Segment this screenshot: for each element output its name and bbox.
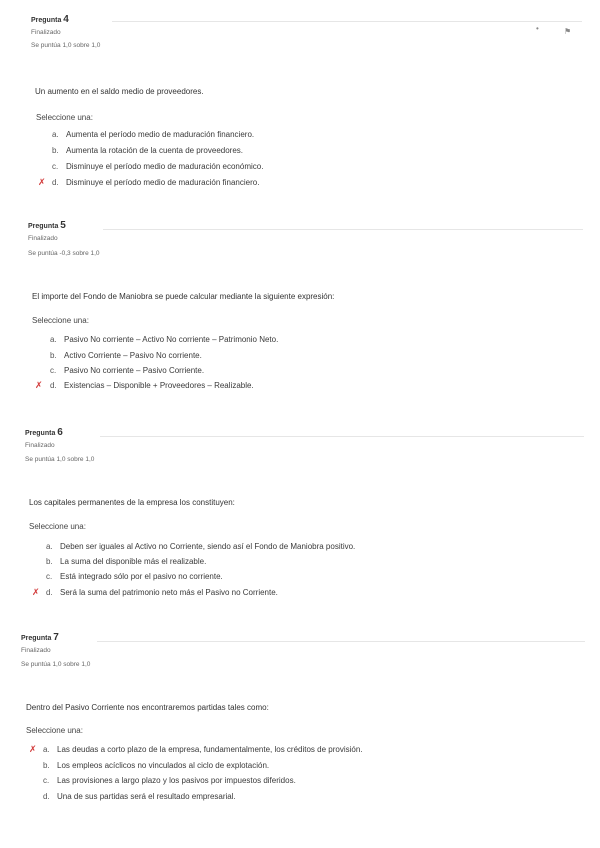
select-label: Seleccione una: (32, 316, 89, 325)
option-text: Deben ser iguales al Activo no Corriente, siendo así el Fondo de Maniobra positivo. (60, 542, 356, 551)
question-text: Un aumento en el saldo medio de proveedores. (35, 87, 204, 96)
option-c[interactable] (43, 776, 296, 785)
question-state: Finalizado (31, 29, 61, 36)
option-letter: d. (46, 588, 53, 597)
option-text: Está integrado sólo por el pasivo no corriente. (60, 572, 223, 581)
option-c[interactable] (50, 366, 204, 375)
option-d[interactable] (43, 792, 236, 801)
question-title: Pregunta 6 (25, 427, 63, 438)
option-b[interactable] (52, 146, 243, 155)
option-text: Las provisiones a largo plazo y los pasivos por impuestos diferidos. (57, 776, 296, 785)
option-a[interactable] (46, 542, 355, 551)
question-text: El importe del Fondo de Maniobra se puede calcular mediante la siguiente expresión: (32, 292, 335, 301)
option-letter: b. (52, 146, 59, 155)
option-letter: c. (43, 776, 50, 785)
option-letter: c. (52, 162, 59, 171)
option-letter: a. (52, 130, 59, 139)
divider (103, 229, 583, 230)
question-title: Pregunta 4 (31, 14, 69, 25)
divider (97, 641, 585, 642)
option-text: Una de sus partidas será el resultado empresarial. (57, 792, 236, 801)
option-text: La suma del disponible más el realizable. (60, 557, 207, 566)
question-state: Finalizado (21, 647, 51, 654)
option-d[interactable] (50, 381, 254, 390)
option-letter: a. (50, 335, 57, 344)
option-text: Será la suma del patrimonio neto más el Pasivo no Corriente. (60, 588, 278, 597)
question-state: Finalizado (25, 442, 55, 449)
option-letter: d. (50, 381, 57, 390)
question-score: Se puntúa 1,0 sobre 1,0 (31, 42, 101, 49)
option-b[interactable] (50, 351, 202, 360)
option-letter: a. (46, 542, 53, 551)
option-text: Pasivo No corriente – Pasivo Corriente. (64, 366, 205, 375)
question-info (21, 632, 90, 669)
option-letter: b. (43, 761, 50, 770)
pencil-check-icon: ✗ (35, 380, 43, 390)
option-text: Existencias – Disponible + Proveedores – Realizable. (64, 381, 254, 390)
dot-icon: • (536, 24, 539, 33)
option-text: Pasivo No corriente – Activo No corriente – Patrimonio Neto. (64, 335, 279, 344)
option-letter: d. (52, 178, 59, 187)
question-score: Se puntúa 1,0 sobre 1,0 (25, 456, 95, 463)
pencil-check-icon: ✗ (32, 587, 40, 597)
option-d[interactable] (52, 178, 259, 187)
question-text: Los capitales permanentes de la empresa los constituyen: (29, 498, 235, 507)
option-text: Activo Corriente – Pasivo No corriente. (64, 351, 202, 360)
question-title: Pregunta 7 (21, 632, 59, 643)
option-b[interactable] (43, 761, 269, 770)
divider (100, 436, 584, 437)
option-a[interactable] (43, 745, 363, 754)
option-text: Los empleos acíclicos no vinculados al ciclo de explotación. (57, 761, 270, 770)
divider (112, 21, 582, 22)
select-label: Seleccione una: (29, 522, 86, 531)
option-text: Aumenta el período medio de maduración financiero. (66, 130, 255, 139)
option-text: Aumenta la rotación de la cuenta de proveedores. (66, 146, 244, 155)
option-text: Disminuye el período medio de maduración financiero. (66, 178, 260, 187)
question-score: Se puntúa -0,3 sobre 1,0 (28, 250, 100, 257)
option-text: Las deudas a corto plazo de la empresa, fundamentalmente, los créditos de provisión. (57, 745, 363, 754)
flag-icon[interactable]: ⚑ (564, 27, 572, 36)
question-title: Pregunta 5 (28, 220, 66, 231)
select-label: Seleccione una: (36, 113, 93, 122)
question-score: Se puntúa 1,0 sobre 1,0 (21, 661, 91, 668)
question-info (28, 220, 100, 258)
question-text: Dentro del Pasivo Corriente nos encontraremos partidas tales como: (26, 703, 269, 712)
question-state: Finalizado (28, 235, 58, 242)
option-letter: a. (43, 745, 50, 754)
option-d[interactable] (46, 588, 278, 597)
pencil-check-icon: ✗ (38, 177, 46, 187)
question-info (31, 14, 100, 50)
pencil-check-icon: ✗ (29, 744, 37, 754)
option-c[interactable] (46, 572, 223, 581)
option-letter: b. (46, 557, 53, 566)
question-info (25, 427, 94, 464)
option-a[interactable] (52, 130, 254, 139)
option-text: Disminuye el período medio de maduración económico. (66, 162, 264, 171)
select-label: Seleccione una: (26, 726, 83, 735)
option-letter: c. (50, 366, 57, 375)
option-c[interactable] (52, 162, 263, 171)
option-letter: d. (43, 792, 50, 801)
option-b[interactable] (46, 557, 206, 566)
option-letter: c. (46, 572, 53, 581)
option-letter: b. (50, 351, 57, 360)
option-a[interactable] (50, 335, 278, 344)
